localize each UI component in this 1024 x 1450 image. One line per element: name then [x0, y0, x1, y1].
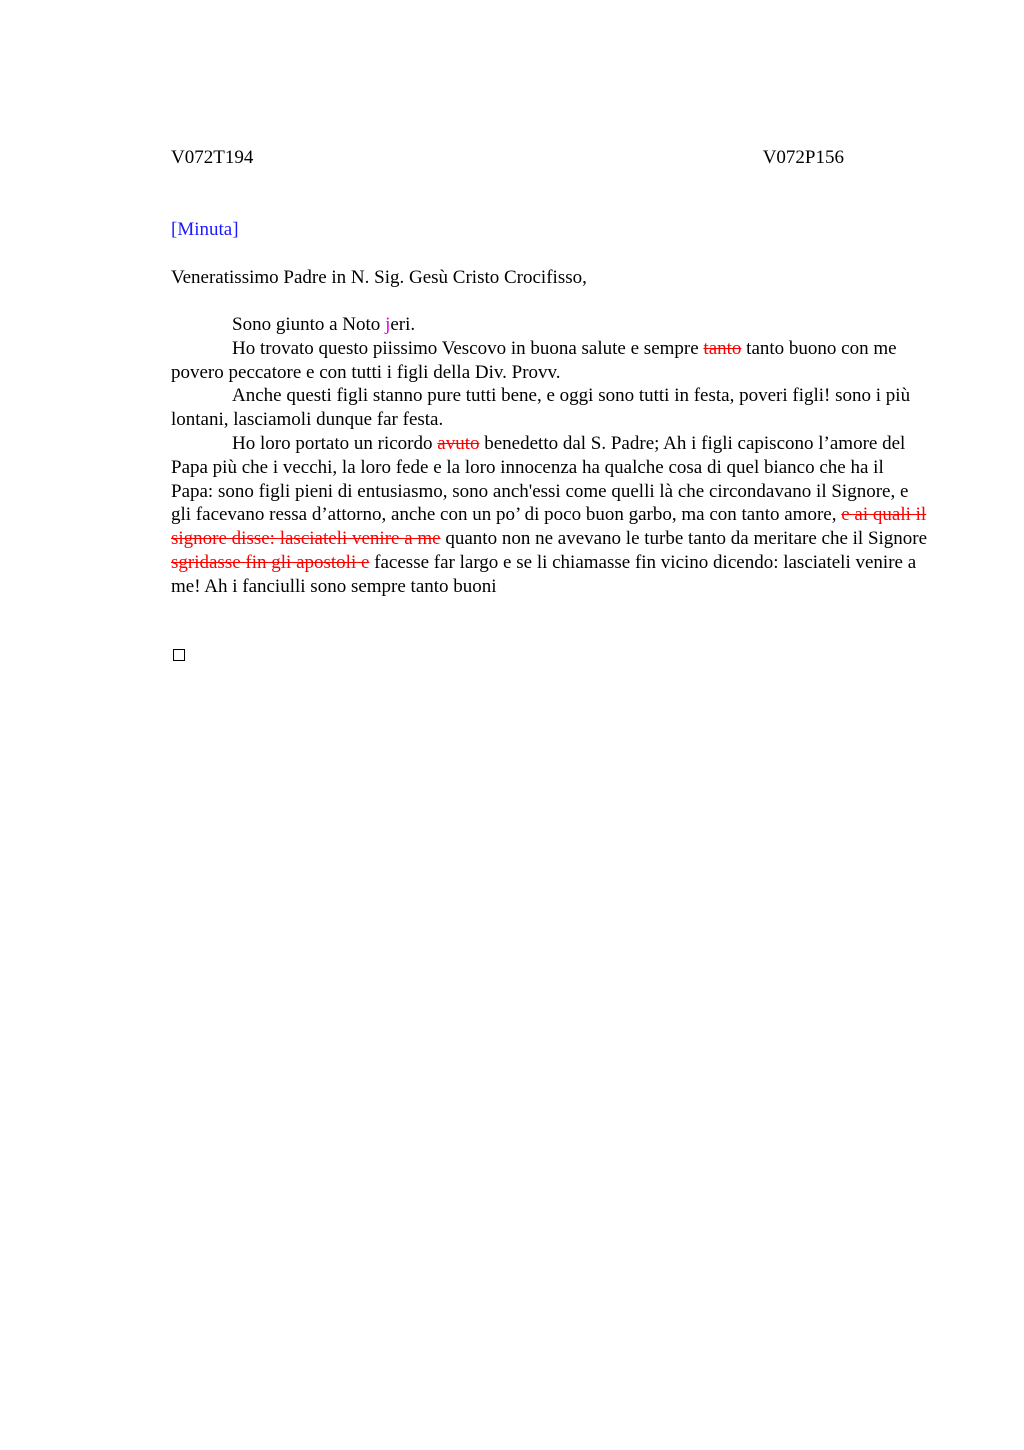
paragraph-4: [171, 432, 929, 599]
text-run: facesse far largo e se li chiamasse fin vicino dicendo: lasciateli venire a me! Ah i fanciulli sono sempre tanto buoni: [171, 551, 917, 597]
paragraph-1: [171, 313, 929, 337]
deleted-text: tanto: [703, 337, 742, 359]
deleted-text: sgridasse fin gli apostoli e: [171, 551, 370, 573]
deleted-text: e ai quali il signore disse: lasciateli venire a me: [171, 504, 927, 550]
text-run: Ho trovato questo piissimo Vescovo in buona salute e sempre: [232, 337, 704, 359]
document-code-left: V072T194: [171, 147, 254, 168]
document-code-right: V072P156: [762, 147, 844, 168]
text-run: eri.: [390, 314, 416, 335]
checkbox-square-icon: [173, 649, 185, 661]
text-run: quanto non ne avevano le turbe tanto da meritare che il Signore: [440, 528, 928, 550]
text-run: benedetto dal S. Padre; Ah i figli capiscono l’amore del Papa più che i vecchi, la loro fede e la loro innocenza ha qualche cosa di quel bianco che ha il Papa: sono figli pieni di entusiasmo, sono anch'essi come quelli là che circondavano il Signore, e gli facevano ressa d’attorno, anche con un po’ di poco buon garbo, ma con tanto amore,: [171, 432, 909, 526]
highlighted-char: j: [385, 314, 391, 335]
text-run: tanto buono con me povero peccatore e con tutti i figli della Div. Provv.: [171, 337, 897, 383]
salutation: Veneratissimo Padre in N. Sig. Gesù Cristo Crocifisso,: [171, 267, 587, 288]
document-label: [Minuta]: [171, 219, 239, 240]
deleted-text: avuto: [437, 432, 480, 454]
text-run: Sono giunto a Noto: [232, 314, 386, 335]
paragraph-2: [171, 337, 929, 385]
text-run: Anche questi figli stanno pure tutti bene, e oggi sono tutti in festa, poveri figli! sono i più lontani, lasciamoli dunque far festa.: [171, 385, 911, 431]
document-header: [171, 146, 844, 170]
paragraph-3: [171, 384, 929, 432]
letter-body: [171, 313, 929, 599]
text-run: Ho loro portato un ricordo: [232, 432, 438, 454]
